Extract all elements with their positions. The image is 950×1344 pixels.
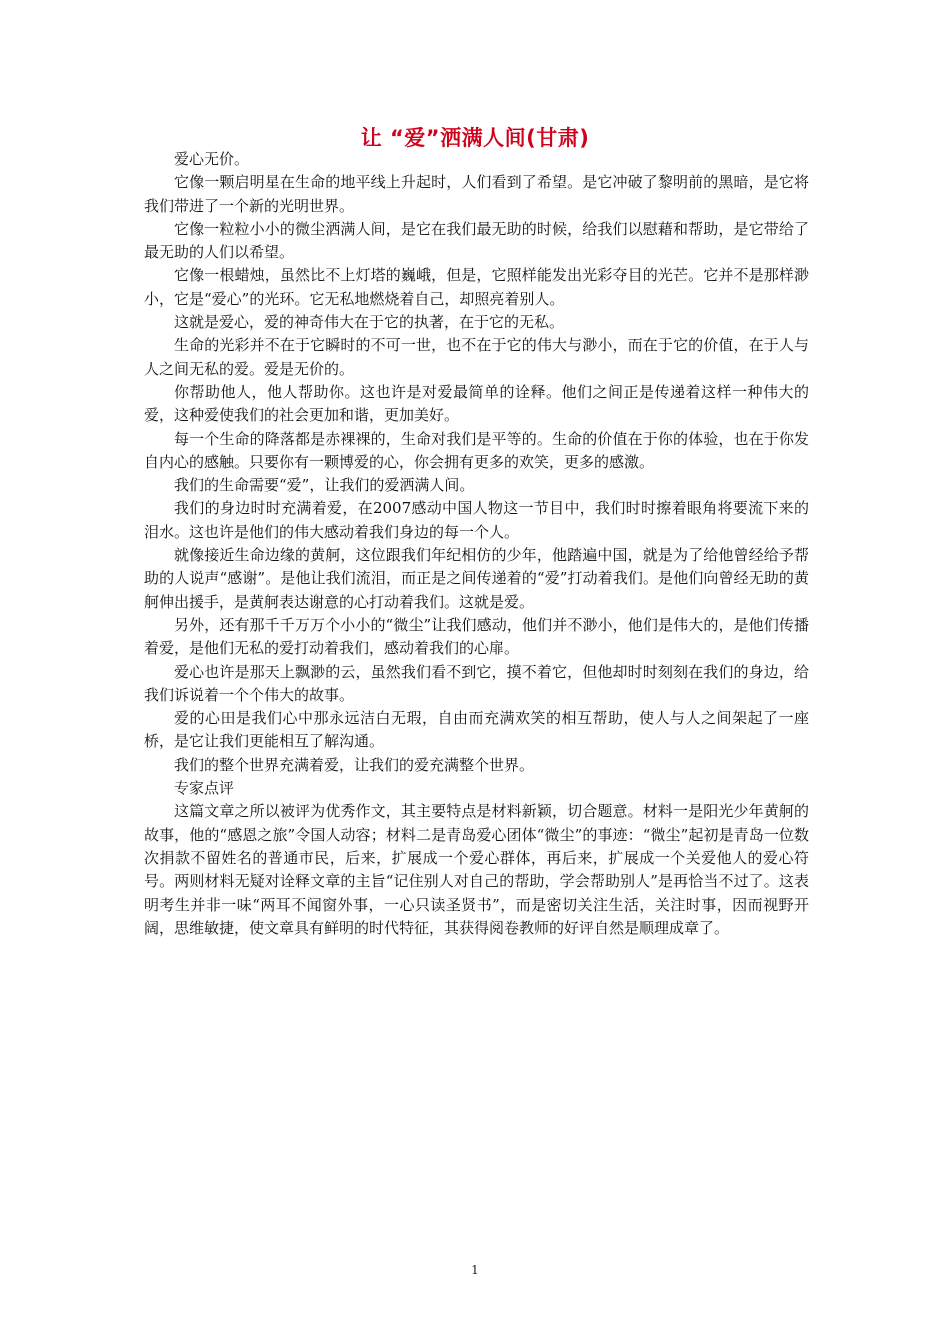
paragraph: 我们的身边时时充满着爱，在2007感动中国人物这一节目中，我们时时擦着眼角将要流下来的泪水。这也许是他们的伟大感动着我们身边的每一个人。 — [144, 499, 809, 541]
paragraph: 生命的光彩并不在于它瞬时的不可一世，也不在于它的伟大与渺小，而在于它的价值，在于人与人之间无私的爱。爱是无价的。 — [144, 336, 809, 378]
paragraph: 我们的整个世界充满着爱，让我们的爱充满整个世界。 — [174, 755, 535, 774]
paragraph: 它像一颗启明星在生命的地平线上升起时，人们看到了希望。是它冲破了黎明前的黑暗，是它将我们带进了一个新的光明世界。 — [144, 173, 809, 215]
paragraph: 我们的生命需要“爱”，让我们的爱洒满人间。 — [174, 476, 475, 495]
paragraph: 另外，还有那千千万万个小小的“微尘”让我们感动，他们并不渺小，他们是伟大的，是他们传播着爱，是他们无私的爱打动着我们，感动着我们的心扉。 — [144, 615, 809, 658]
section-heading-expert-review: 专家点评 — [174, 779, 235, 798]
paragraph: 这就是爱心，爱的神奇伟大在于它的执著，在于它的无私。 — [174, 313, 565, 332]
paragraph: 这篇文章之所以被评为优秀作文，其主要特点是材料新颖，切合题意。材料一是阳光少年黄舸的故事，他的“感恩之旅”令国人动容；材料二是青岛爱心团体“微尘”的事迹：“微尘”起初是青岛一位数次捐款不留姓名的普通市民，后来，扩展成一个爱心群体，再后来，扩展成一个关爱他人的爱心符号。两则材料无疑对诠释文章的主旨“记住别人对自己的帮助，学会帮助别人”是再恰当不过了。这表明考生并非一味“两耳不闻窗外事，一心只读圣贤书”，而是密切关注生活，关注时事，因而视野开阔，思维敏捷，使文章具有鲜明的时代特征，其获得阅卷教师的好评自然是顺理成章了。 — [144, 802, 809, 937]
paragraph: 爱的心田是我们心中那永远洁白无瑕，自由而充满欢笑的相互帮助，使人与人之间架起了一座桥，是它让我们更能相互了解沟通。 — [144, 709, 809, 751]
article-body — [144, 148, 809, 940]
paragraph: 它像一根蜡烛，虽然比不上灯塔的巍峨，但是，它照样能发出光彩夺目的光芒。它并不是那样渺小，它是“爱心”的光环。它无私地燃烧着自己，却照亮着别人。 — [144, 266, 809, 308]
paragraph: 你帮助他人，他人帮助你。这也许是对爱最简单的诠释。他们之间正是传递着这样一种伟大的爱，这种爱使我们的社会更加和谐，更加美好。 — [144, 382, 809, 425]
page-number: 1 — [471, 1263, 479, 1277]
paragraph: 它像一粒粒小小的微尘洒满人间，是它在我们最无助的时候，给我们以慰藉和帮助，是它带给了最无助的人们以希望。 — [144, 219, 809, 262]
paragraph: 就像接近生命边缘的黄舸，这位跟我们年纪相仿的少年，他踏遍中国，就是为了给他曾经给予帮助的人说声“感谢”。是他让我们流泪，而正是之间传递着的“爱”打动着我们。是他们向曾经无助的黄舸伸出援手，是黄舸表达谢意的心打动着我们。这就是爱。 — [144, 546, 809, 611]
paragraph: 每一个生命的降落都是赤裸裸的，生命对我们是平等的。生命的价值在于你的体验，也在于你发自内心的感触。只要你有一颗博爱的心，你会拥有更多的欢笑，更多的感激。 — [144, 429, 809, 471]
paragraph: 爱心无价。 — [174, 150, 250, 168]
paragraph: 爱心也许是那天上飘渺的云，虽然我们看不到它，摸不着它，但他却时时刻刻在我们的身边，给我们诉说着一个个伟大的故事。 — [144, 662, 809, 704]
page-title: 让 “爱”洒满人间(甘肃) — [360, 126, 590, 150]
